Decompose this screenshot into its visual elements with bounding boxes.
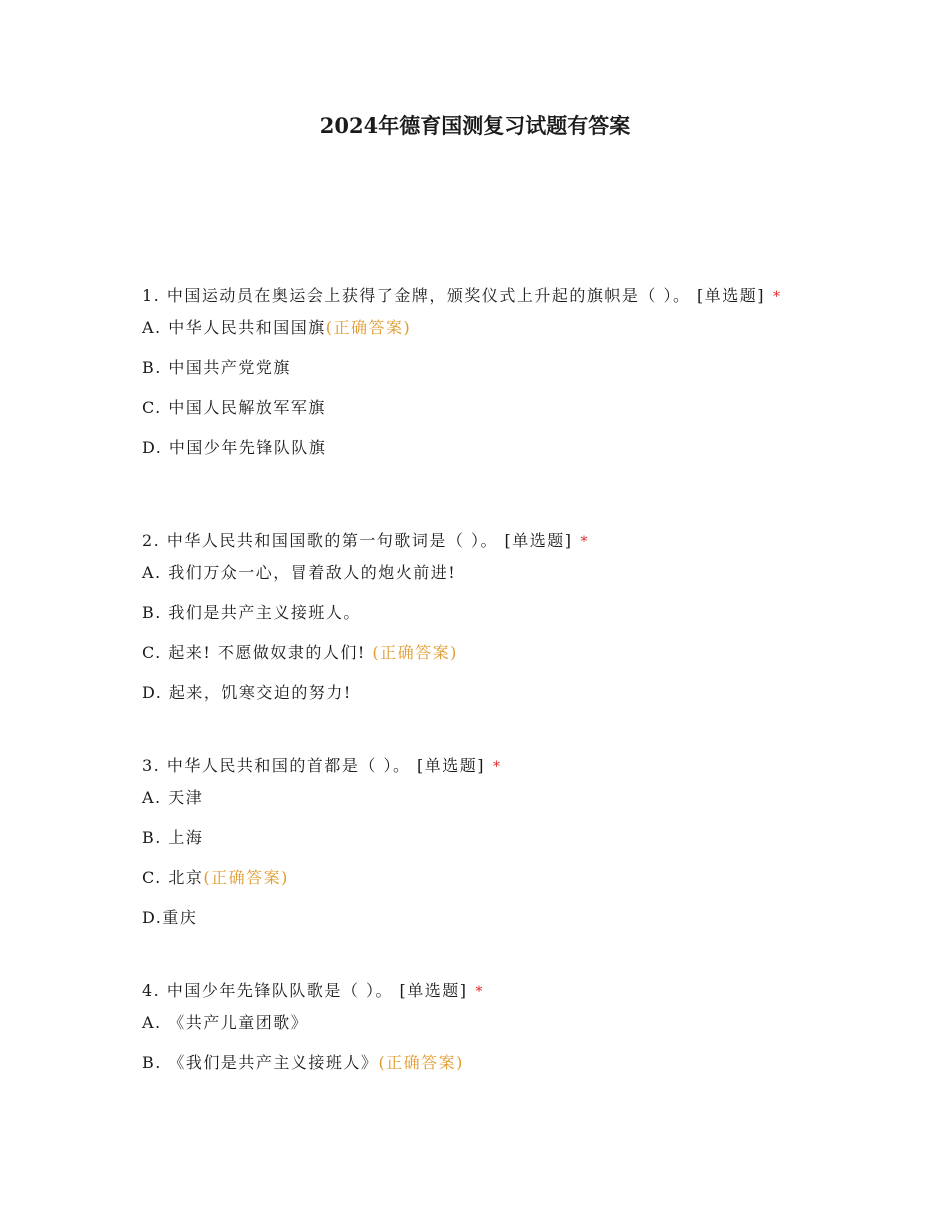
question-3-option-b <box>142 828 802 868</box>
question-2-option-d <box>142 683 802 723</box>
question-3 <box>142 756 802 948</box>
question-2 <box>142 531 802 723</box>
option-text: C. 北京 <box>142 868 204 887</box>
option-text: B. 上海 <box>142 828 204 847</box>
document-title: 2024年德育国测复习试题有答案 <box>319 113 631 138</box>
required-mark: * <box>580 534 590 550</box>
option-text: D. 中国少年先锋队队旗 <box>142 438 327 457</box>
correct-answer-label: (正确答案) <box>378 1053 464 1072</box>
question-2-prompt <box>142 531 802 552</box>
option-text: C. 中国人民解放军军旗 <box>142 398 326 417</box>
correct-answer-label: (正确答案) <box>325 318 412 337</box>
correct-answer-label: (正确答案) <box>372 643 458 662</box>
option-text: A. 《共产儿童团歌》 <box>142 1013 309 1032</box>
question-4-prompt <box>142 981 802 1002</box>
option-text: B. 我们是共产主义接班人。 <box>142 603 361 622</box>
question-2-option-c <box>142 643 802 683</box>
question-3-prompt <box>142 756 802 777</box>
question-4-option-a <box>142 1013 802 1053</box>
required-mark: * <box>493 759 502 775</box>
required-mark: * <box>773 289 782 305</box>
question-2-option-a <box>142 563 802 603</box>
question-1-option-c <box>142 398 802 438</box>
question-1-text: 1. 中国运动员在奥运会上获得了金牌，颁奖仪式上升起的旗帜是（ ）。 [单选题] <box>142 286 766 305</box>
option-text: A. 中华人民共和国国旗 <box>142 318 326 337</box>
question-1-option-a <box>142 318 802 358</box>
correct-answer-label: (正确答案) <box>203 868 289 887</box>
question-1-option-d <box>142 438 802 478</box>
option-text: B. 中国共产党党旗 <box>142 358 291 377</box>
question-1-prompt <box>142 286 802 307</box>
option-text: B. 《我们是共产主义接班人》 <box>142 1053 379 1072</box>
option-text: A. 我们万众一心，冒着敌人的炮火前进! <box>142 563 457 582</box>
question-2-option-b <box>142 603 802 643</box>
question-3-option-d <box>142 908 802 948</box>
question-4 <box>142 981 802 1093</box>
question-2-text: 2. 中华人民共和国国歌的第一句歌词是（ ）。 [单选题] <box>142 531 573 550</box>
question-4-option-b <box>142 1053 802 1093</box>
required-mark: * <box>475 984 485 1000</box>
option-text: A. 天津 <box>142 788 204 807</box>
question-4-text: 4. 中国少年先锋队队歌是（ ）。 [单选题] <box>142 981 468 1000</box>
option-text: D. 起来，饥寒交迫的努力! <box>142 683 352 702</box>
question-3-text: 3. 中华人民共和国的首都是（ ）。 [单选题] <box>142 756 486 775</box>
question-3-option-a <box>142 788 802 828</box>
option-text: D.重庆 <box>142 908 198 927</box>
question-3-option-c <box>142 868 802 908</box>
question-1-option-b <box>142 358 802 398</box>
option-text: C. 起来! 不愿做奴隶的人们! <box>142 643 373 662</box>
question-1 <box>142 286 802 478</box>
